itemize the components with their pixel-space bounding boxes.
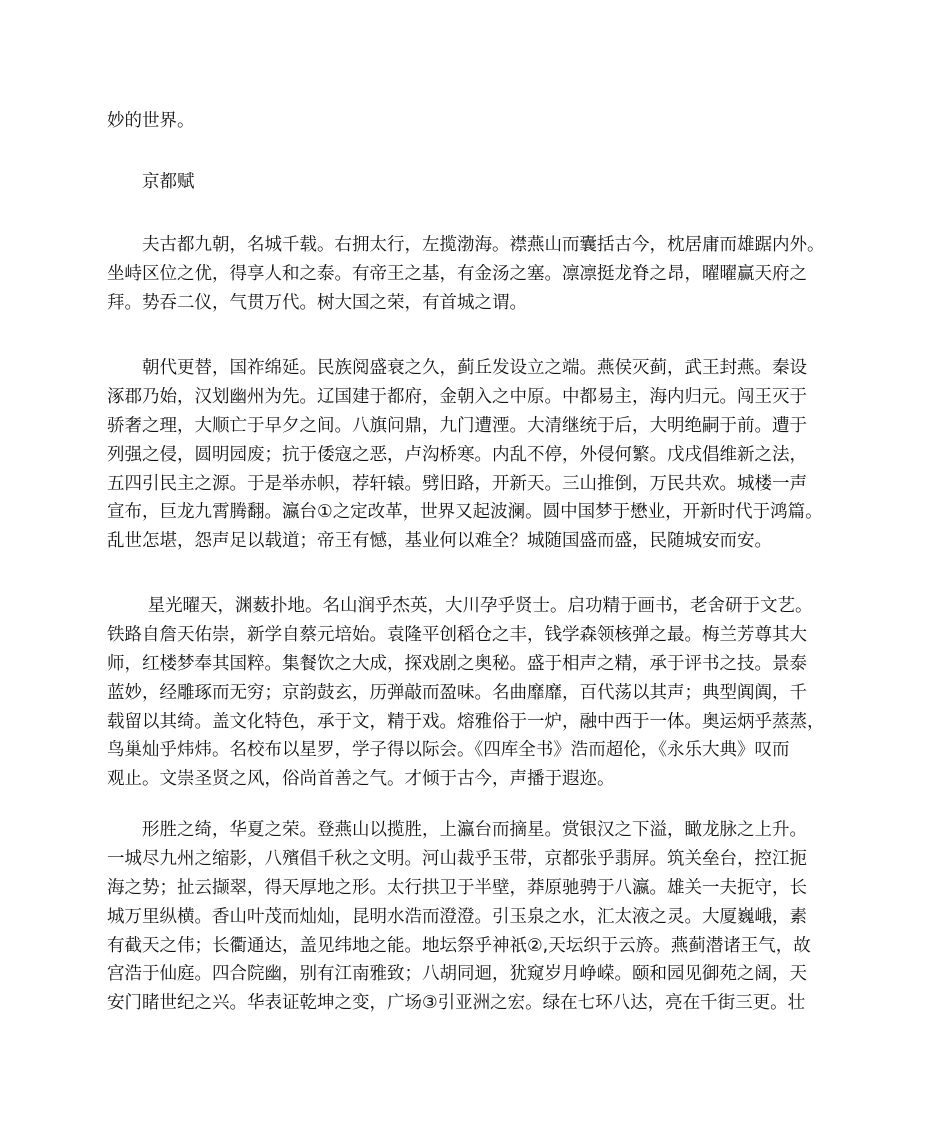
- title-text: 京都赋: [142, 172, 195, 192]
- paragraph-4: [107, 816, 843, 1018]
- text-line: 鸟巢灿乎炜炜。名校布以星罗，学子得以际会。《四库全书》浩而超伦，《永乐大典》叹而: [107, 740, 790, 761]
- text-line: 海之势；扯云撷翠，得天厚地之形。太行拱卫于半壁，莽原驰骋于八瀛。雄关一夫扼守，长: [107, 877, 807, 898]
- text-line: 坐峙区位之优，得享人和之泰。有帝王之基，有金汤之塞。凛凛挺龙脊之昂，曜曜赢天府之: [107, 263, 807, 284]
- text-line: 涿郡乃始，汉划幽州为先。辽国建于都府，金朝入之中原。中都易主，海内归元。闯王灭于: [107, 386, 807, 407]
- text-line: 五四引民主之源。于是举赤帜，荐轩辕。劈旧路，开新天。三山推倒，万民共欢。城楼一声: [107, 473, 807, 494]
- text-line: 宣布，巨龙九霄腾翻。瀛台①之定改革，世界又起波澜。圆中国梦于懋业，开新时代于鸿篇。: [107, 502, 823, 523]
- text-line: 骄奢之理，大顺亡于早夕之间。八旗问鼎，九门遭湮。大清继统于后，大明绝嗣于前。遭于: [107, 415, 807, 436]
- text-line: 列强之侵，圆明园废；抗于倭寇之恶，卢沟桥寒。内乱不停，外侵何繁。戊戌倡维新之法，: [107, 444, 807, 465]
- essay-title: [107, 168, 843, 197]
- title-line: [107, 168, 843, 197]
- text-line: 城万里纵横。香山叶茂而灿灿，昆明水浩而澄澄。引玉泉之水，汇太液之灵。大厦巍峨，素: [107, 906, 807, 927]
- paragraph-2: [107, 354, 843, 556]
- text-line: 宫浩于仙庭。四合院幽，别有江南雅致；八胡同迴，犹窥岁月峥嵘。颐和园见御苑之阔，天: [107, 964, 807, 985]
- text-line: 形胜之绮，华夏之荣。登燕山以揽胜，上瀛台而摘星。赏银汉之下溢，瞰龙脉之上升。: [107, 820, 807, 840]
- text-line: 拜。势吞二仪，气贯万代。树大国之荣，有首城之谓。: [107, 292, 527, 313]
- paragraph-3: [107, 592, 843, 794]
- text-line: 星光曜天，渊薮扑地。名山润乎杰英，大川孕乎贤士。启功精于画书，老舍研于文艺。: [107, 596, 813, 616]
- text-line: 乱世怎堪，怨声足以载道；帝王有憾，基业何以难全？城随国盛而盛，民随城安而安。: [107, 531, 772, 552]
- text-line: 朝代更替，国祚绵延。民族阅盛衰之久，蓟丘发设立之端。燕侯灭蓟，武王封燕。秦设: [107, 358, 807, 378]
- text-line: 妙的世界。: [107, 111, 195, 131]
- text-line: 载留以其绮。盖文化特色，承于文，精于戏。熔雅俗于一炉，融中西于一体。奥运炳乎蒸蒸，: [107, 711, 825, 732]
- intro-fragment: [107, 107, 843, 136]
- text-line: 一城尽九州之缩影，八殯倡千秋之文明。河山裁乎玉带，京都张乎翡屏。筑关垒台，控江扼: [107, 848, 807, 869]
- text-line: 铁路自詹天佑崇，新学自蔡元培始。袁隆平创稻仓之丰，钱学森领核弹之最。梅兰芳尊其大: [107, 624, 807, 645]
- text-line: 夫古都九朝，名城千载。右拥太行，左揽渤海。襟燕山而囊括古今，枕居庸而雄踞内外。: [107, 235, 825, 255]
- text-line: 有截天之伟；长衢通达，盖见纬地之能。地坛祭乎神祇②,天坛织于云旍。燕蓟潜诸王气，故: [107, 935, 811, 956]
- text-line: 师，红楼梦奉其国粹。集餐饮之大成，探戏剧之奥秘。盛于相声之精，承于评书之技。景泰: [107, 653, 807, 674]
- text-line: 蓝妙，经雕琢而无穷；京韵鼓玄，历弹敲而盈味。名曲靡靡，百代荡以其声；典型阗阗，千: [107, 682, 807, 703]
- text-line: 安门睹世纪之兴。华表证乾坤之变，广场③引亚洲之宏。绿在七环八达，亮在千街三更。壮: [107, 993, 806, 1014]
- text-line: 观止。文崇圣贤之风，俗尚首善之气。才倾于古今，声播于遐迩。: [107, 769, 615, 790]
- paragraph-1: [107, 231, 843, 318]
